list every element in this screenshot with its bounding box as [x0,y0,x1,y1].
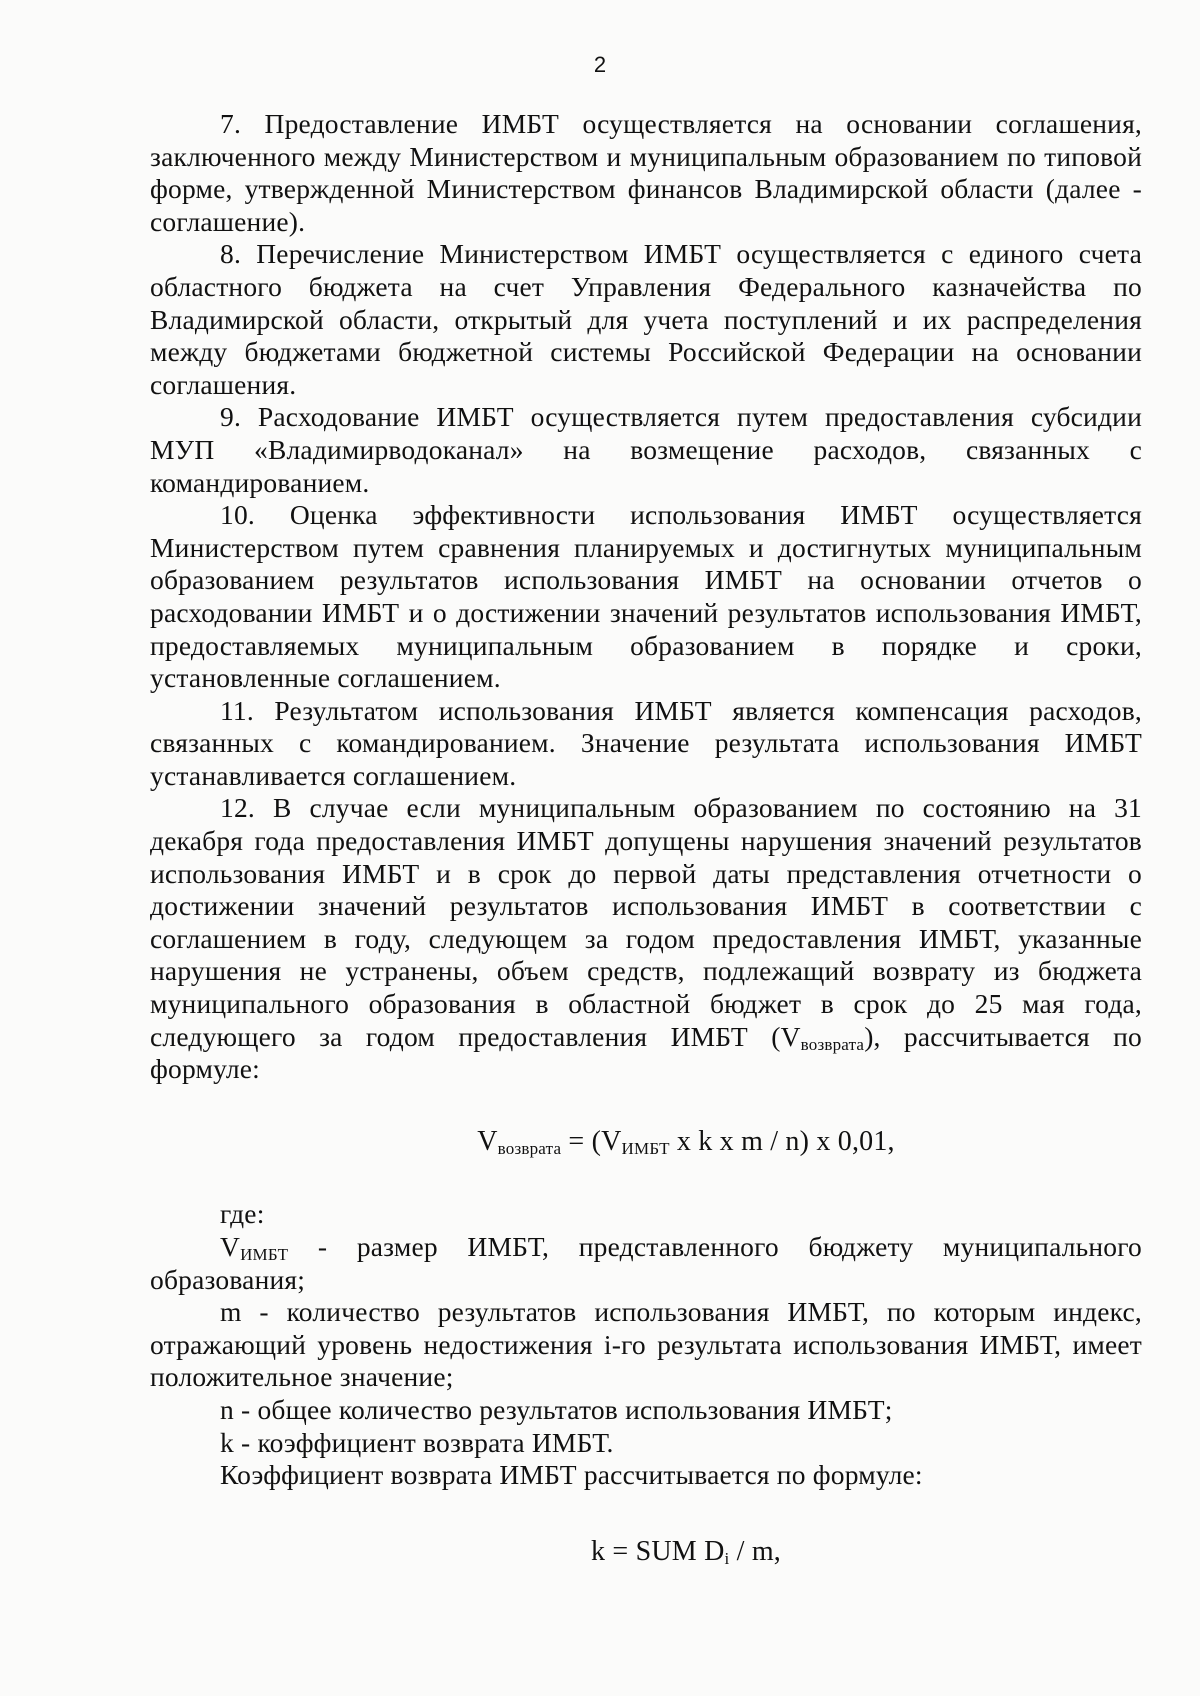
definition-k: k - коэффициент возврата ИМБТ. [220,1426,614,1458]
paragraph-11: 11. Результатом использования ИМБТ является компенсация расходов, связанных с командированием. Значение результата использования ИМБТ устанавливается соглашением. [150,694,1142,791]
paragraph-12-subscript: возврата [800,1034,865,1054]
definition-v-var: V [220,1231,241,1262]
coefficient-formula [150,1536,1142,1569]
formula-lhs-subscript: возврата [497,1138,562,1158]
return-volume-formula [150,1126,1142,1159]
formula-rhs-subscript: ИМБТ [621,1138,670,1158]
coefficient-formula-lhs: k = SUM D [590,1535,725,1567]
paragraph-12 [150,792,1142,1085]
definition-n: n - общее количество результатов использования ИМБТ; [220,1393,893,1425]
coefficient-intro: Коэффициент возврата ИМБТ рассчитывается по формуле: [220,1459,923,1491]
paragraph-7: 7. Предоставление ИМБТ осуществляется на основании соглашения, заключенного между Министерством и муниципальным образованием по типовой форме, утвержденной Министерством финансов Владимирской области (далее - соглашение). [150,108,1142,237]
paragraph-12-text: 12. В случае если муниципальным образованием по состоянию на 31 декабря года предоставления ИМБТ допущены нарушения значений результатов использования ИМБТ и в срок до первой даты представления отчетности о достижении значений результатов использования ИМБТ в соответствии с соглашением в году, следующем за годом предоставления ИМБТ, указанные нарушения не устранены, объем средств, подлежащий возврату из бюджета муниципального образования в областной бюджет в срок до 25 мая года, следующего за годом предоставления ИМБТ (V [150,792,1142,1052]
coefficient-formula-rest: / m, [729,1535,781,1567]
paragraph-12-tail: ), рассчитывается по формуле: [150,1020,1142,1085]
where-label: где: [220,1198,265,1230]
formula-eq-open: = (V [561,1125,622,1157]
formula-lhs-var: V [477,1125,498,1157]
document-body [150,108,1142,1608]
definition-m: m - количество результатов использования ИМБТ, по которым индекс, отражающий уровень недостижения i-го результата использования ИМБТ, имеет положительное значение; [150,1296,1142,1393]
definition-v-text: - размер ИМБТ, представленного бюджету муниципального образования; [150,1231,1142,1295]
paragraph-9: 9. Расходование ИМБТ осуществляется путем предоставления субсидии МУП «Владимирводоканал» на возмещение расходов, связанных с командированием. [150,401,1142,498]
paragraph-10: 10. Оценка эффективности использования ИМБТ осуществляется Министерством путем сравнения планируемых и достигнутых муниципальным образованием результатов использования ИМБТ на основании отчетов о расходовании ИМБТ и о достижении значений результатов использования ИМБТ, предоставляемых муниципальным образованием в порядке и сроки, установленные соглашением. [150,499,1142,694]
definition-v-imbt [150,1231,1142,1296]
coefficient-formula-subscript: i [724,1548,730,1568]
page-number: 2 [593,52,607,77]
paragraph-8: 8. Перечисление Министерством ИМБТ осуществляется с единого счета областного бюджета на счет Управления Федерального казначейства по Владимирской области, открытый для учета поступлений и их распределения между бюджетами бюджетной системы Российской Федерации на основании соглашения. [150,238,1142,400]
definition-v-subscript: ИМБТ [240,1245,289,1264]
formula-rhs-rest: x k x m / n) x 0,01, [669,1125,895,1157]
